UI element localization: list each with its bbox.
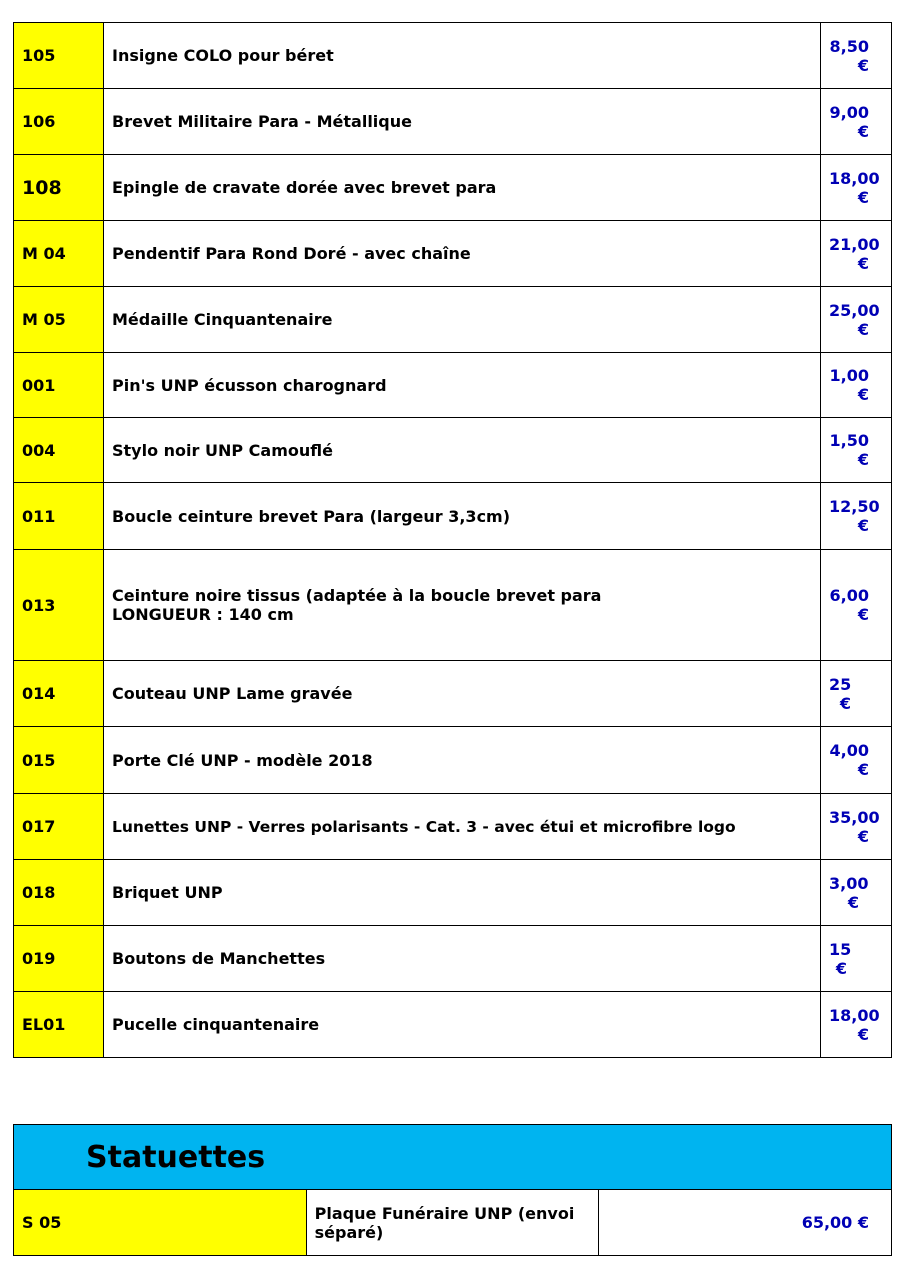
item-description: Pendentif Para Rond Doré - avec chaîne <box>104 221 821 287</box>
item-description: Stylo noir UNP Camouflé <box>104 418 821 483</box>
item-description: Epingle de cravate dorée avec brevet para <box>104 155 821 221</box>
item-price: 21,00 € <box>821 221 892 287</box>
item-description-line-2: LONGUEUR : 140 cm <box>112 605 294 624</box>
item-description: Couteau UNP Lame gravée <box>104 661 821 727</box>
table-row <box>14 661 892 727</box>
table-row <box>14 1190 892 1256</box>
item-description: Brevet Militaire Para - Métallique <box>104 89 821 155</box>
table-row <box>14 794 892 860</box>
item-code: 014 <box>14 661 104 727</box>
table-row <box>14 23 892 89</box>
table-row <box>14 860 892 926</box>
item-price: 35,00 € <box>821 794 892 860</box>
item-code: 108 <box>14 155 104 221</box>
item-price: 6,00 € <box>821 550 892 661</box>
item-price: 8,50 € <box>821 23 892 89</box>
table-row <box>14 992 892 1058</box>
item-description: Pucelle cinquantenaire <box>104 992 821 1058</box>
item-code: EL01 <box>14 992 104 1058</box>
item-description: Boutons de Manchettes <box>104 926 821 992</box>
item-price: 25 € <box>821 661 892 727</box>
item-description: Plaque Funéraire UNP (envoi séparé) <box>306 1190 599 1256</box>
statuettes-table <box>13 1124 892 1256</box>
item-code: 019 <box>14 926 104 992</box>
item-price: 18,00 € <box>821 992 892 1058</box>
item-price: 12,50 € <box>821 483 892 550</box>
item-description: Lunettes UNP - Verres polarisants - Cat. 3 - avec étui et microfibre logo <box>104 794 821 860</box>
table-row <box>14 550 892 661</box>
table-row <box>14 221 892 287</box>
item-price: 65,00 € <box>599 1190 892 1256</box>
item-code: 011 <box>14 483 104 550</box>
item-price: 1,50 € <box>821 418 892 483</box>
table-row <box>14 287 892 353</box>
item-price: 25,00 € <box>821 287 892 353</box>
item-code: S 05 <box>14 1190 307 1256</box>
table-row <box>14 353 892 418</box>
item-price: 18,00 € <box>821 155 892 221</box>
section-title: Statuettes <box>14 1125 892 1190</box>
item-description: Pin's UNP écusson charognard <box>104 353 821 418</box>
table-row <box>14 155 892 221</box>
item-price: 9,00 € <box>821 89 892 155</box>
item-code: 106 <box>14 89 104 155</box>
item-description: Porte Clé UNP - modèle 2018 <box>104 727 821 794</box>
item-price: 4,00 € <box>821 727 892 794</box>
item-code: 018 <box>14 860 104 926</box>
item-code: 015 <box>14 727 104 794</box>
item-price: 3,00 € <box>821 860 892 926</box>
item-code: M 05 <box>14 287 104 353</box>
section-header <box>14 1125 892 1190</box>
item-price: 15 € <box>821 926 892 992</box>
table-row <box>14 89 892 155</box>
item-description: Boucle ceinture brevet Para (largeur 3,3cm) <box>104 483 821 550</box>
item-description: Briquet UNP <box>104 860 821 926</box>
item-code: 013 <box>14 550 104 661</box>
table-row <box>14 727 892 794</box>
item-description: Insigne COLO pour béret <box>104 23 821 89</box>
table-row <box>14 926 892 992</box>
item-code: 017 <box>14 794 104 860</box>
item-description: Médaille Cinquantenaire <box>104 287 821 353</box>
table-row <box>14 483 892 550</box>
item-code: M 04 <box>14 221 104 287</box>
item-code: 105 <box>14 23 104 89</box>
item-description <box>104 550 821 661</box>
table-row <box>14 418 892 483</box>
item-code: 001 <box>14 353 104 418</box>
item-price: 1,00 € <box>821 353 892 418</box>
item-code: 004 <box>14 418 104 483</box>
item-description-line-1: Ceinture noire tissus (adaptée à la boucle brevet para <box>112 586 602 605</box>
price-list-table <box>13 22 892 1058</box>
